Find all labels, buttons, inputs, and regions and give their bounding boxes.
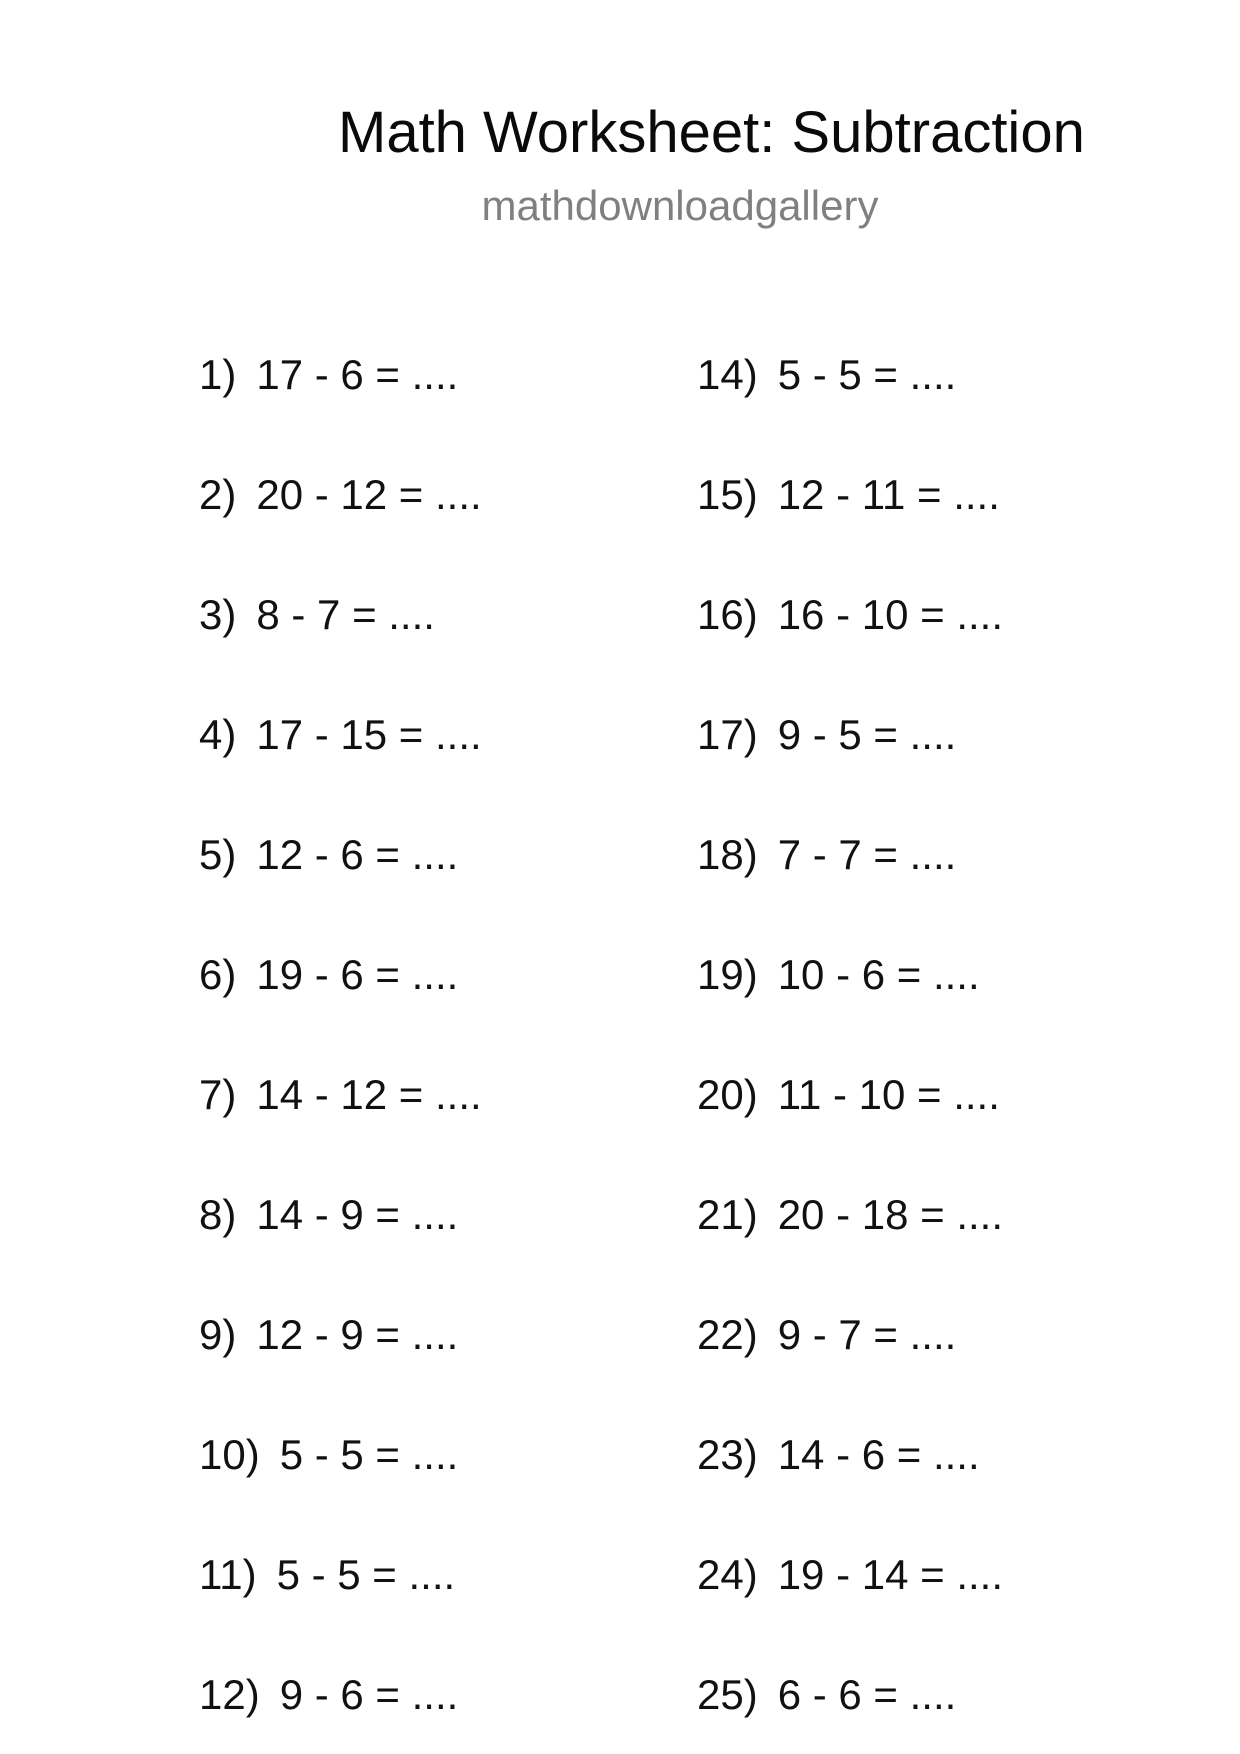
problem-number: 17) (697, 711, 758, 758)
problem-item (199, 1305, 458, 1365)
problem-item (199, 1425, 458, 1485)
problem-expression: 9 - 6 = .... (279, 1671, 459, 1718)
problem-number: 2) (199, 471, 237, 518)
problem-item (697, 1185, 1003, 1245)
problem-expression: 12 - 6 = .... (256, 831, 459, 878)
problem-number: 5) (199, 831, 237, 878)
problem-expression: 20 - 18 = .... (777, 1191, 1004, 1238)
problem-number: 4) (199, 711, 237, 758)
problem-expression: 14 - 12 = .... (256, 1071, 482, 1118)
problem-expression: 19 - 14 = .... (777, 1551, 1004, 1598)
problem-expression: 7 - 7 = .... (777, 831, 957, 878)
problem-item (697, 345, 956, 405)
problem-number: 18) (697, 831, 758, 878)
page-subtitle: mathdownloadgallery (481, 182, 879, 229)
problem-item (199, 465, 482, 525)
problem-item (199, 705, 482, 765)
problem-number: 1) (199, 351, 237, 398)
problem-expression: 14 - 6 = .... (777, 1431, 980, 1478)
problem-expression: 6 - 6 = .... (777, 1671, 957, 1718)
problem-item (697, 1545, 1003, 1605)
problem-item (199, 1545, 455, 1605)
problem-number: 7) (199, 1071, 237, 1118)
problem-item (697, 1305, 956, 1365)
problem-item (199, 1185, 458, 1245)
problem-expression: 19 - 6 = .... (256, 951, 459, 998)
problem-item (697, 585, 1003, 645)
problem-expression: 17 - 15 = .... (256, 711, 482, 758)
problem-item (199, 1665, 458, 1725)
problem-number: 24) (697, 1551, 758, 1598)
problem-item (697, 1065, 1000, 1125)
problem-number: 21) (697, 1191, 758, 1238)
problem-item (697, 465, 1000, 525)
problem-expression: 8 - 7 = .... (256, 591, 435, 638)
problem-number: 25) (697, 1671, 758, 1718)
problem-number: 8) (199, 1191, 237, 1238)
problem-item (199, 825, 458, 885)
problem-number: 3) (199, 591, 237, 638)
problem-number: 10) (199, 1431, 260, 1478)
problem-item (697, 1665, 956, 1725)
problem-expression: 16 - 10 = .... (777, 591, 1004, 638)
problem-expression: 10 - 6 = .... (777, 951, 980, 998)
problem-number: 12) (199, 1671, 260, 1718)
problem-item (697, 945, 980, 1005)
problem-number: 23) (697, 1431, 758, 1478)
problem-expression: 14 - 9 = .... (256, 1191, 459, 1238)
problem-number: 22) (697, 1311, 758, 1358)
problem-expression: 20 - 12 = .... (256, 471, 482, 518)
problem-item (199, 585, 435, 645)
problem-number: 15) (697, 471, 758, 518)
problem-item (199, 345, 458, 405)
problem-item (697, 1425, 980, 1485)
problem-expression: 5 - 5 = .... (279, 1431, 459, 1478)
page-title: Math Worksheet: Subtraction (338, 100, 1085, 165)
problem-number: 16) (697, 591, 758, 638)
problem-number: 6) (199, 951, 237, 998)
problem-expression: 9 - 7 = .... (777, 1311, 957, 1358)
problem-item (697, 705, 956, 765)
problem-expression: 5 - 5 = .... (276, 1551, 456, 1598)
problem-expression: 17 - 6 = .... (256, 351, 459, 398)
problem-number: 9) (199, 1311, 237, 1358)
problem-expression: 9 - 5 = .... (777, 711, 957, 758)
problem-number: 19) (697, 951, 758, 998)
problem-expression: 12 - 9 = .... (256, 1311, 459, 1358)
problem-item (697, 825, 956, 885)
problem-item (199, 945, 458, 1005)
problem-item (199, 1065, 482, 1125)
problem-number: 20) (697, 1071, 758, 1118)
problem-expression: 11 - 10 = .... (777, 1071, 1000, 1118)
problem-number: 11) (199, 1551, 257, 1598)
problem-expression: 5 - 5 = .... (777, 351, 957, 398)
problem-number: 14) (697, 351, 758, 398)
problem-expression: 12 - 11 = .... (777, 471, 1000, 518)
